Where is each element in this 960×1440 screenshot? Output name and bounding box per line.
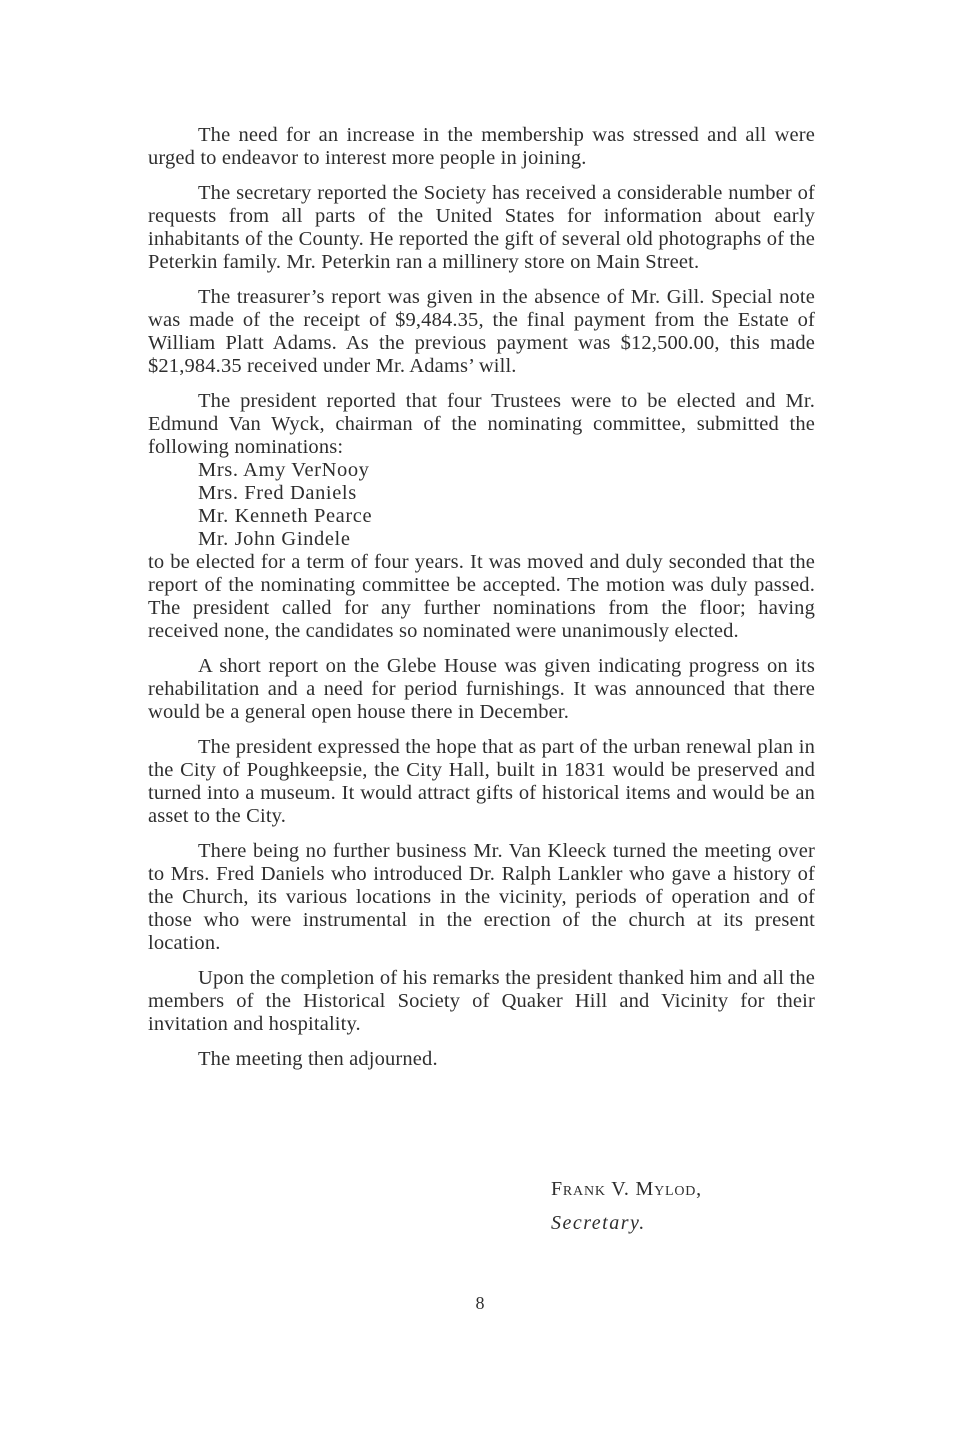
nominee-item: Mrs. Amy VerNooy (198, 459, 370, 481)
paragraph-secretary-report: The secretary reported the Society has received a considerable number of requests from all parts of the United States for information about early inhabitants of the County. He reported the gift of several old photographs of the Peterkin family. Mr. Peterkin ran a millinery store on Main Street. (148, 182, 815, 273)
nominee-item: Mr. Kenneth Pearce (198, 505, 373, 527)
paragraph-thanks: Upon the completion of his remarks the president thanked him and all the members of the Historical Society of Quaker Hill and Vicinity for their invitation and hospitality. (148, 967, 815, 1035)
nominee-item: Mrs. Fred Daniels (198, 482, 357, 504)
paragraph-glebe-house: A short report on the Glebe House was given indicating progress on its rehabilitation and a need for period furnishings. It was announced that there would be a general open house there in December. (148, 655, 815, 723)
paragraph-trustees-intro: The president reported that four Trustees were to be elected and Mr. Edmund Van Wyck, chairman of the nominating committee, submitted the following nominations: (148, 390, 815, 458)
paragraph-city-hall: The president expressed the hope that as part of the urban renewal plan in the City of Poughkeepsie, the City Hall, built in 1831 would be preserved and turned into a museum. It would attract gifts of historical items and would be an asset to the City. (148, 736, 815, 827)
minutes-body (148, 124, 815, 1083)
paragraph-treasurer-report: The treasurer’s report was given in the absence of Mr. Gill. Special note was made of the receipt of $9,484.35, the final payment from the Estate of William Platt Adams. As the previous payment was $12,500.00, this made $21,984.35 received under Mr. Adams’ will. (148, 286, 815, 377)
signature-name: Frank V. Mylod, (551, 1178, 702, 1200)
signature-block (551, 1172, 702, 1240)
signature-title: Secretary. (551, 1212, 646, 1234)
paragraph-church-history: There being no further business Mr. Van Kleeck turned the meeting over to Mrs. Fred Daniels who introduced Dr. Ralph Lankler who gave a history of the Church, its various locations in the vicinity, periods of operation and of those who were instrumental in the erection of the church at its present location. (148, 840, 815, 954)
paragraph-adjourned: The meeting then adjourned. (198, 1048, 438, 1070)
page-number: 8 (475, 1293, 485, 1313)
paragraph-membership: The need for an increase in the membership was stressed and all were urged to endeavor to interest more people in joining. (148, 124, 815, 169)
paragraph-trustees-result: to be elected for a term of four years. It was moved and duly seconded that the report of the nominating committee be accepted. The motion was duly passed. The president called for any further nominations from the floor; having received none, the candidates so nominated were unanimously elected. (148, 551, 815, 642)
nominee-item: Mr. John Gindele (198, 528, 351, 550)
nominee-list (148, 459, 815, 551)
